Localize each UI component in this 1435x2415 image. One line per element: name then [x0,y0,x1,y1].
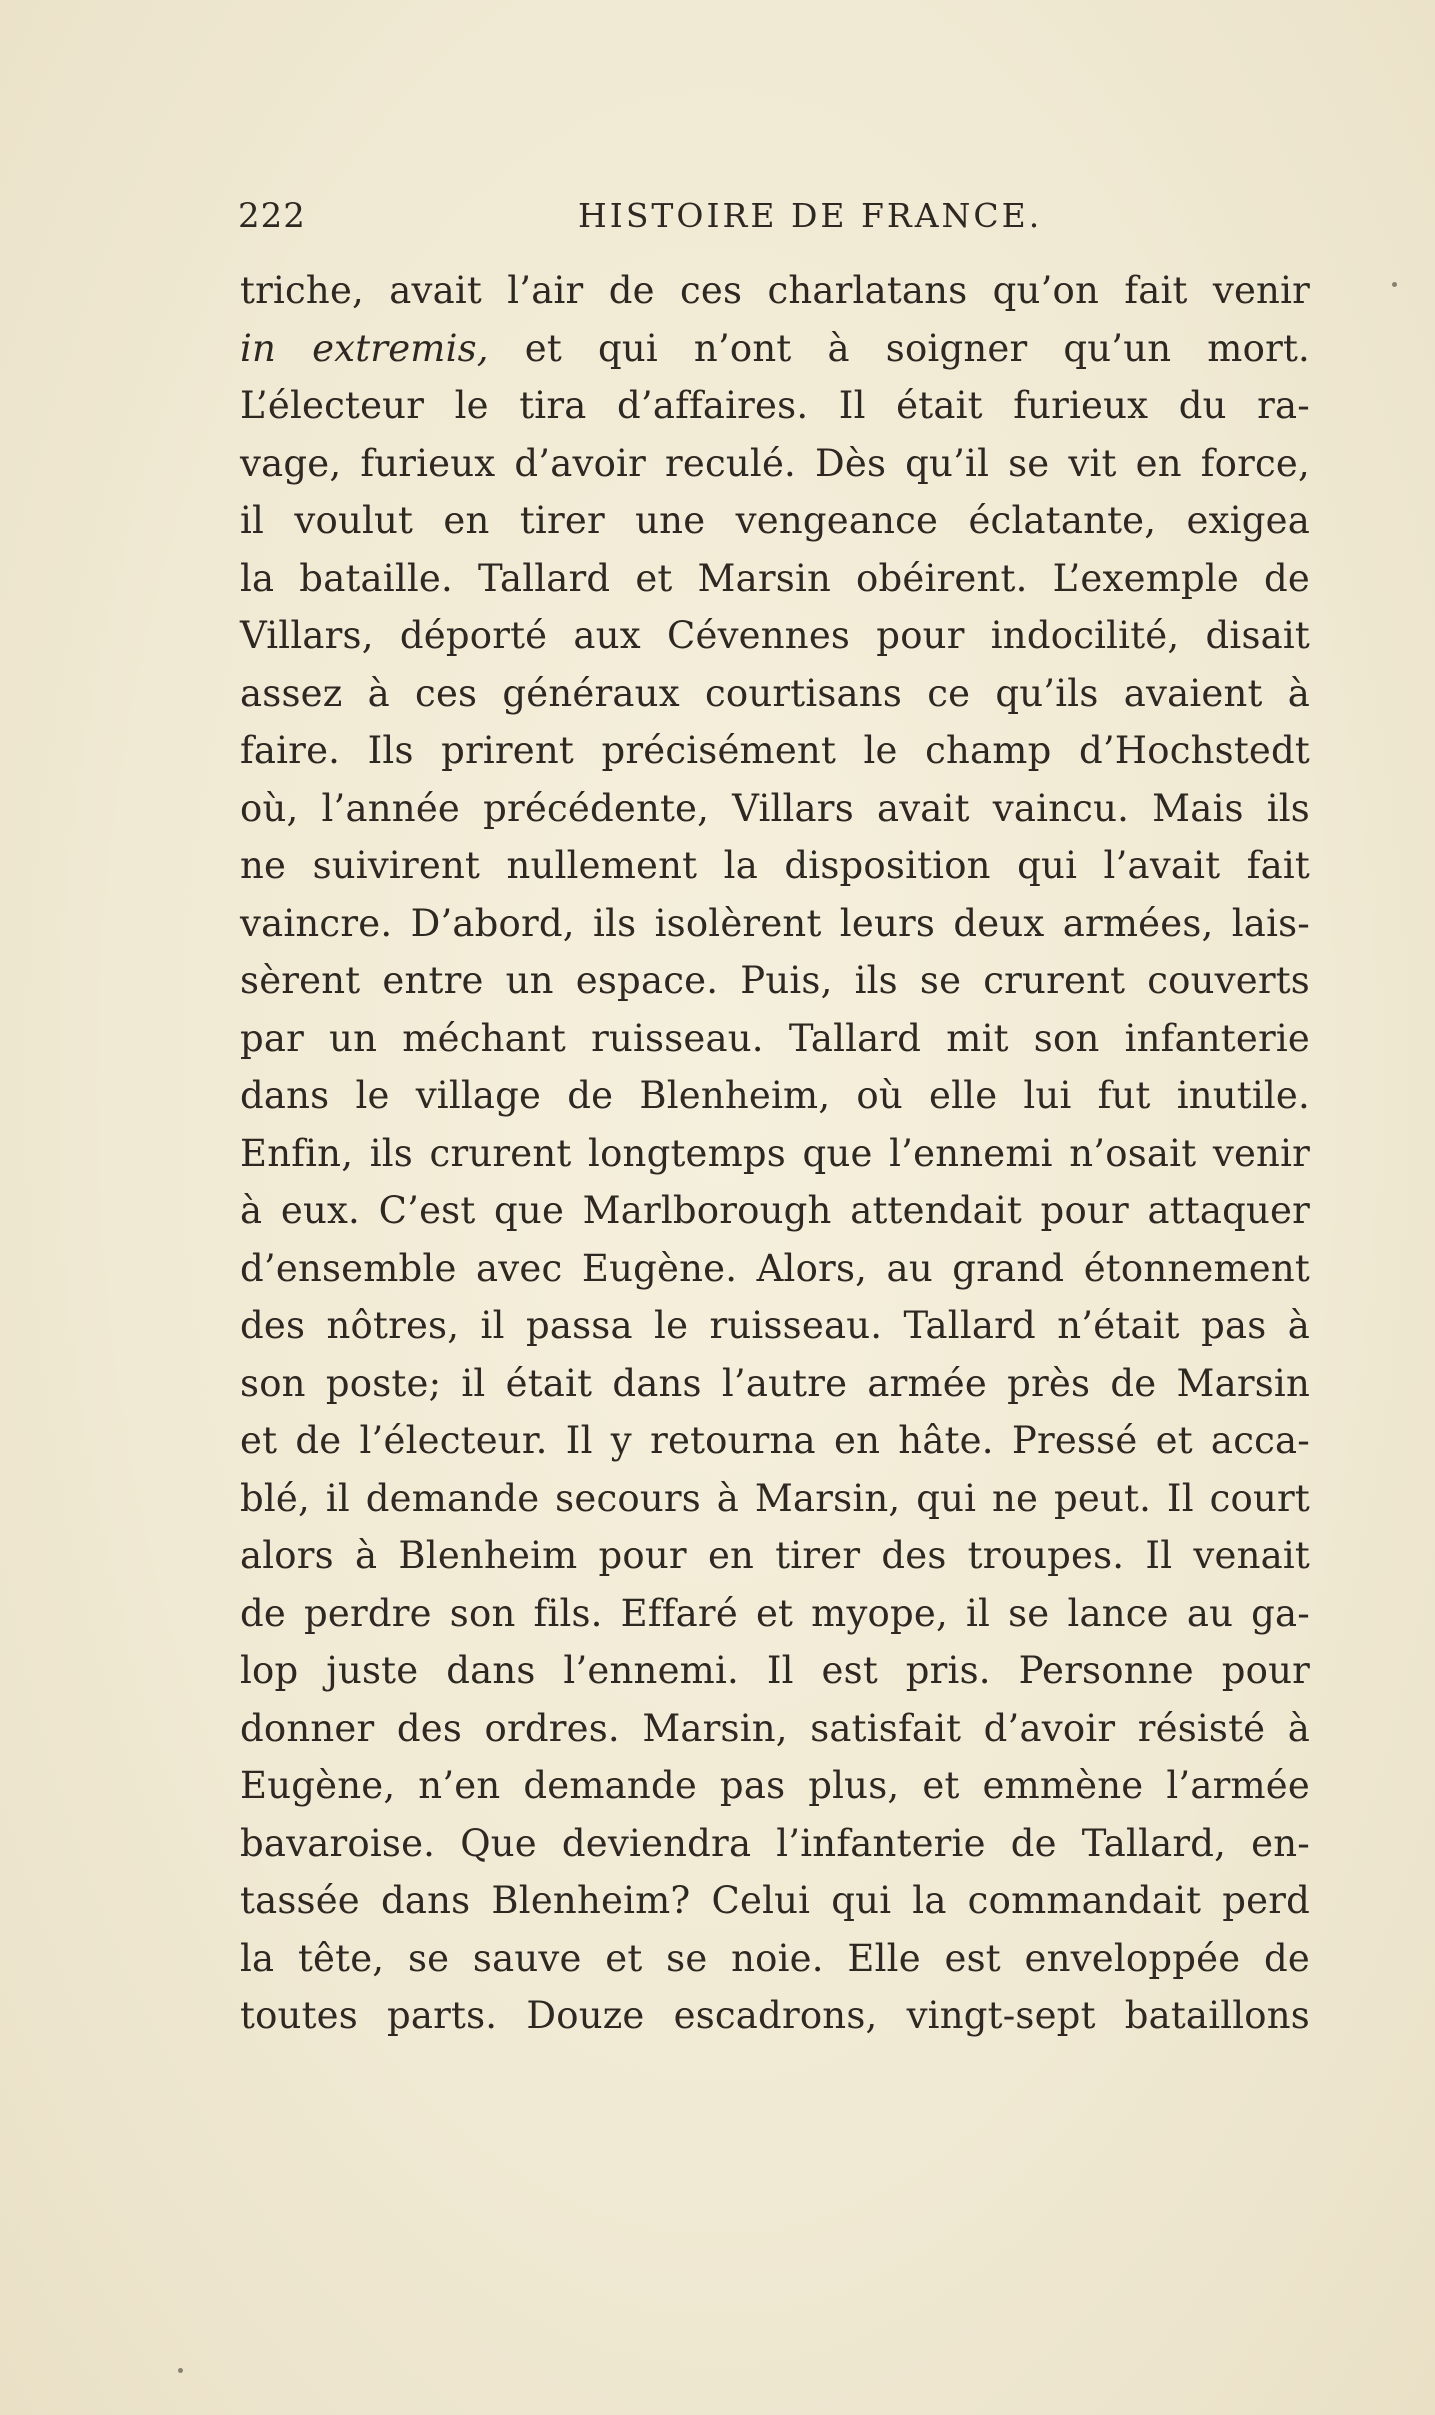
paper-speck [1392,282,1397,287]
text-line: Enfin, ils crurent longtemps que l’ennemi n’osait venir [240,1131,1310,1175]
text-line: à eux. C’est que Marlborough attendait pour attaquer [240,1189,1310,1232]
text-line: la tête, se sauve et se noie. Elle est enveloppée de [240,1936,1310,1980]
running-head [238,196,1308,246]
text-line [240,320,1310,378]
text-line: des nôtres, il passa le ruisseau. Tallard n’était pas à [240,1304,1310,1347]
paper-speck [178,2368,183,2373]
text-line: blé, il demande secours à Marsin, qui ne peut. Il court [240,1476,1310,1520]
text-line: toutes parts. Douze escadrons, vingt-sept bataillons [240,1994,1310,2037]
text-line: donner des ordres. Marsin, satisfait d’avoir résisté à [240,1706,1310,1750]
text-line: vage, furieux d’avoir reculé. Dès qu’il se vit en force, [240,441,1310,485]
paragraph-start-line: L’électeur le tira d’affaires. Il était furieux du ra- [240,384,1310,427]
text-line: où, l’année précédente, Villars avait vaincu. Mais ils [240,786,1310,830]
text-fragment: et qui n’ont à soigner qu’un mort. [524,326,1310,370]
page-number: 222 [238,196,306,236]
text-line: Eugène, n’en demande pas plus, et emmène l’armée [240,1764,1310,1807]
running-title: HISTOIRE DE FRANCE. [578,196,1043,235]
text-line: alors à Blenheim pour en tirer des troupes. Il venait [240,1534,1310,1577]
body-text [240,262,1310,2045]
text-line: tassée dans Blenheim? Celui qui la commandait perd [240,1879,1310,1922]
text-line: la bataille. Tallard et Marsin obéirent. L’exemple de [240,556,1310,600]
text-line: Villars, déporté aux Cévennes pour indocilité, disait [240,614,1310,657]
text-line: il voulut en tirer une vengeance éclatante, exigea [240,499,1310,542]
text-line: dans le village de Blenheim, où elle lui fut inutile. [240,1074,1310,1117]
text-line: faire. Ils prirent précisément le champ d’Hochstedt [240,729,1310,772]
text-line: sèrent entre un espace. Puis, ils se crurent couverts [240,959,1310,1002]
text-line: de perdre son fils. Effaré et myope, il se lance au ga- [240,1591,1310,1635]
text-line: son poste; il était dans l’autre armée près de Marsin [240,1361,1310,1405]
text-line: ne suivirent nullement la disposition qui l’avait fait [240,844,1310,887]
text-line: d’ensemble avec Eugène. Alors, au grand étonnement [240,1246,1310,1290]
text-line: lop juste dans l’ennemi. Il est pris. Personne pour [240,1649,1310,1692]
text-line: et de l’électeur. Il y retourna en hâte. Pressé et acca- [240,1419,1310,1462]
italic-phrase: in extremis, [240,326,489,370]
text-line: triche, avait l’air de ces charlatans qu’on fait venir [240,269,1310,312]
text-line: vaincre. D’abord, ils isolèrent leurs deux armées, lais- [240,901,1310,945]
text-line: assez à ces généraux courtisans ce qu’ils avaient à [240,671,1310,715]
text-line: bavaroise. Que deviendra l’infanterie de Tallard, en- [240,1821,1310,1865]
text-line: par un méchant ruisseau. Tallard mit son infanterie [240,1016,1310,1060]
